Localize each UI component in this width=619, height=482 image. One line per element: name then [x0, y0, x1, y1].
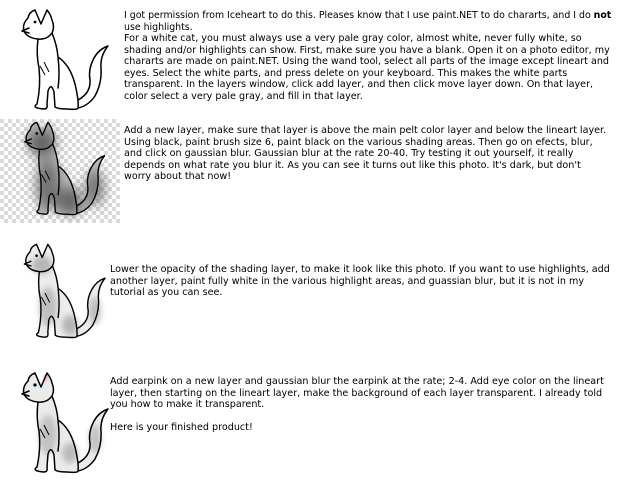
cat-dark-shading-image	[0, 119, 120, 227]
intro-text-a: I got permission from Iceheart to do this. Pleases know that I use paint.NET to do chararts, and I do	[124, 10, 594, 21]
cat-light-shading-image	[0, 240, 120, 349]
cat-blank-image	[0, 0, 120, 116]
step-earpink-finished	[0, 360, 619, 480]
step-3-text	[110, 264, 615, 299]
step-2-paragraph: Add a new layer, make sure that layer is above the main pelt color layer and below the lineart layer. Using black, paint brush size 6, paint black on the various shading areas. Then go on efects, blur, and click on gaussian blur. Gaussian blur at the rate 20-40. Try testing it out yourself, it really depends on what rate you blur it. As you can see it turns out like this photo. It's dark, but don't worry about that now!	[124, 125, 607, 183]
step-blank-pale-gray	[0, 0, 619, 115]
cat-finished-image	[0, 360, 120, 482]
step-shading-blur	[0, 119, 619, 223]
step-2-text	[124, 125, 610, 183]
intro-text-bold: not	[593, 10, 612, 21]
step-4-paragraph: Add earpink on a new layer and gaussian blur the earpink at the rate; 2-4. Add eye color on the lineart layer, then starting on the lineart layer, make the background of each layer transparent. I already told you how to make it transparent.	[110, 376, 604, 411]
cat-finished-icon	[0, 360, 120, 478]
step-3-paragraph: Lower the opacity of the shading layer, to make it look like this photo. If you want to use highlights, add another layer, paint fully white in the various highlight areas, and guassian blur, but it is not in my tutorial as you can see.	[110, 264, 610, 299]
step-1-paragraph: For a white cat, you must always use a very pale gray color, almost white, never fully white, so shading and/or highlights can show. First, make sure you have a blank. Open it on a photo editor, my chararts are made on paint.NET. Using the wand tool, select all parts of the image except lineart and eyes. Select the white parts, and press delete on your keyboard. This makes the white parts transparent. In the layers window, click add layer, and then click move layer down. On that layer, color select a very pale gray, and fill in that layer.	[124, 33, 610, 102]
cat-light-shaded-icon	[0, 240, 120, 345]
cat-lineart-icon	[0, 0, 120, 112]
cat-dark-shaded-icon	[0, 119, 120, 223]
step-lower-opacity	[0, 240, 619, 345]
step-1-text	[124, 33, 610, 103]
step-4-text	[110, 376, 610, 433]
intro-text-b: use highlights.	[124, 21, 193, 33]
finished-product-line: Here is your finished product!	[110, 421, 253, 433]
